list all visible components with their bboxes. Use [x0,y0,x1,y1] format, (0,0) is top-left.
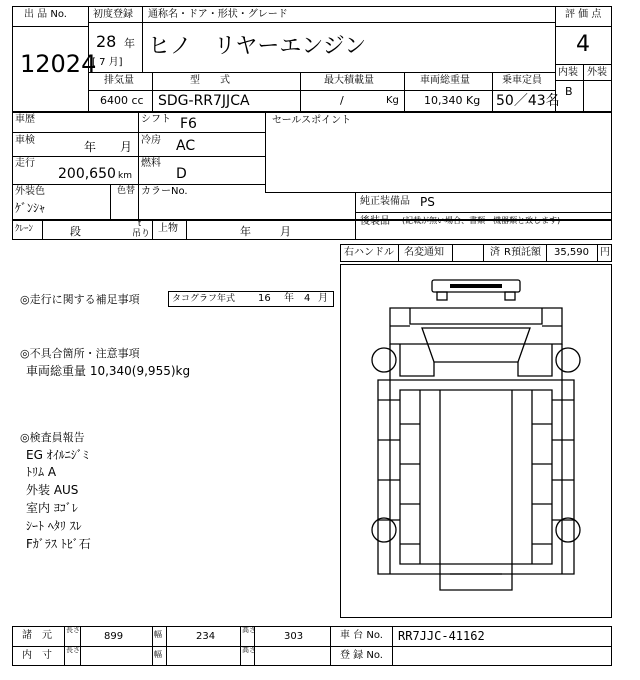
reg-label: 初度登録 [93,9,133,20]
recycle-mark: 済 [490,247,500,258]
lot-number: 12024 [20,50,97,78]
name-label-text: 通称名・ドア・形状・グレード [148,9,288,20]
driving-header: ◎走行に関する補足事項 [20,293,140,306]
length-value: 899 [104,631,124,642]
shift-label: シフト [141,114,171,125]
interior-label: 内装 [558,67,578,78]
fuel-value: D [176,166,187,182]
loading-year: 年 [240,225,251,238]
genuine-equip-value: PS [420,195,435,209]
genuine-equip-label: 純正装備品 [360,196,410,207]
height-value: 303 [284,631,304,642]
width-label: 幅 [154,630,162,639]
exterior-color-label: 外装色 [15,186,45,197]
crane-hang: 吊り [132,229,151,239]
inner-width-label: 幅 [154,650,162,659]
model-label: 型 式 [190,75,230,86]
yen-char: 円 [600,247,610,258]
score: 4 [576,32,590,57]
rhd-label: 右ハンドル [344,247,394,258]
inner-length-label: 長さ [66,646,80,654]
crane-stage: 段 [70,225,81,238]
exterior-color-value: ｹﾞﾝｼｬ [15,201,46,215]
history-label: 車歴 [15,114,35,125]
inspector-line-3: 外装 AUS [26,483,79,497]
name-change-box [452,244,484,262]
capacity: 50／43名 [496,93,560,109]
defect-line: 車両総重量 10,340(9,955)kg [26,364,191,378]
displacement: 6400 cc [100,94,144,107]
bus-outline-diagram [340,264,612,618]
crane-ton: t [138,219,142,228]
mileage-label: 走行 [15,158,35,169]
color-code-label: カラーNo. [141,186,188,197]
aircon-value: AC [176,138,196,154]
mileage-unit: km [118,171,132,181]
year-char: 年 [124,37,135,50]
max-load: / [340,94,344,107]
sales-point-label: セールスポイント [272,115,352,126]
tacho-label: タコグラフ年式 [172,294,236,304]
inspector-header: ◎検査員報告 [20,431,85,444]
recycle-amount: 35,590 [554,247,589,258]
model: SDG-RR7JJCA [158,93,250,109]
length-label: 長さ [66,626,80,634]
shift-value: F6 [180,116,197,132]
crane-row [12,220,356,240]
loading-month: 月 [280,225,291,238]
max-load-label: 最大積載量 [324,75,374,86]
capacity-label: 乗車定員 [502,75,542,86]
inspector-line-4: 室内 ﾖｺﾞﾚ [26,501,78,515]
interior-grade: B [565,85,573,98]
inspection-month: 月 [120,140,133,154]
reg-no-label: 登 録 No. [340,650,383,661]
displacement-label: 排気量 [104,75,134,86]
width-value: 234 [196,631,216,642]
inner-height-label: 高さ [242,646,256,654]
inspector-line-1: EG ｵｲﾙﾆｼﾞﾐ [26,448,89,462]
height-label: 高さ [242,626,256,634]
lot-label: 出 品 No. [24,9,67,20]
loading-label: 上物 [158,223,178,234]
recycle-label: R預託額 [504,247,541,258]
inspection-year: 年 [84,140,97,154]
gross-weight-label: 車両総重量 [420,75,470,86]
inspector-line-5: ｼｰﾄ ﾍﾀﾘ ｽﾚ [26,519,82,533]
chassis-label: 車 台 No. [340,630,383,641]
exterior-label: 外装 [587,67,607,78]
mileage-value: 200,650 [58,166,116,182]
reg-year: 28 [96,32,117,51]
tacho-year: 16 [258,293,271,304]
inspector-line-2: ﾄﾘﾑ A [26,465,57,479]
tacho-year-char: 年 [284,293,294,304]
inspector-line-6: Fｶﾞﾗｽ ﾄﾋﾞ石 [26,537,91,551]
crane-label: ｸﾚｰﾝ [15,224,34,234]
dims-label: 諸 元 [22,630,52,641]
tacho-month: 4 [304,293,311,304]
color-change-label: 色替 [117,186,136,196]
name-change-label: 名変通知 [404,247,444,258]
gross-weight: 10,340 Kg [424,94,481,107]
reg-month: [ 7 月] [92,57,123,68]
inner-dims-label: 内 寸 [22,650,52,661]
aftermarket-label: 後装品 [360,216,390,227]
defect-header: ◎不具合箇所・注意事項 [20,347,140,360]
chassis-value: RR7JJC-41162 [398,629,485,643]
tacho-month-char: 月 [318,293,328,304]
vehicle-name: ヒノ リヤーエンジン [148,34,367,59]
aftermarket-note: (記載が無い場合、書類・機器類と致します) [402,216,561,225]
max-load-unit: Kg [386,95,399,106]
fuel-label: 燃料 [141,158,161,169]
score-label: 評 価 点 [565,9,602,20]
inspection-label: 車検 [15,135,35,146]
aircon-label: 冷房 [141,135,161,146]
aftermarket-row [355,220,612,240]
